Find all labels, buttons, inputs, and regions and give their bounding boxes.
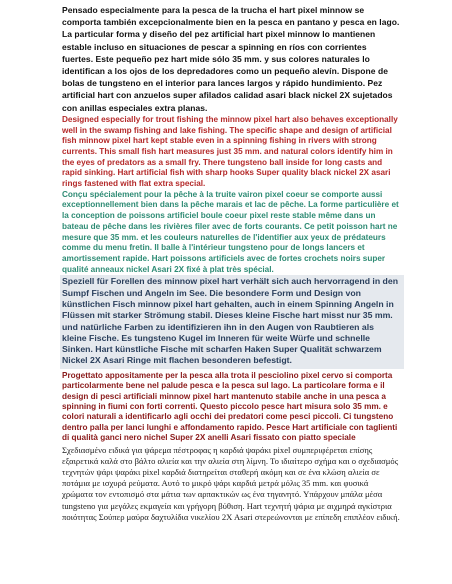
paragraph-spanish: Pensado especialmente para la pesca de la trucha el hart pixel minnow se comporta también excepcionalmente bien en la pesca en pantano y pesca en lago. La particular forma y diseño del pez artificial hart pixel minnow lo mantienen estable incluso en situaciones de pescar a spinning en ríos con corrientes fuertes. Este pequeño pez hart mide sólo 35 mm. y sus colores naturales lo identifican a los ojos de los depredadores como un pequeño alevín. Dispone de bolas de tungsteno en el interior para lances largos y rápido hundimiento. Pez artificial hart con anzuelos super afilados calidad asari black nickel 2X sujetados con anillas especiales extra planas. — [62, 5, 400, 113]
paragraph-greek: Σχεδιασμένο ειδικά για ψάρεμα πέστροφας η καρδιά ψαράκι pixel συμπεριφέρεται επίσης εξαιρετικά καλά στο βάλτο αλιεία και την αλιεία στη λίμνη. Το ιδιαίτερο σχήμα και ο σχεδιασμός τεχνητών ψάρι ψαράκι pixel καρδιά διατηρείται σταθερή ακόμη και σε ένα κλώση αλιεία σε ποτάμια με ισχυρά ρεύματα. Αυτό το μικρό ψάρι καρδιά μετρά μόλις 35 mm. και φυσικά χρώματα τον εντοπισμό στα μάτια των αρπακτικών ως ένα τηγανητό. Υπάρχουν μπάλα μέσα tungsteno για μεγάλες εκμαγεία και γρήγορη βύθιση. Hart τεχνητή ψάρια με αιχμηρά αγκίστρια ποιότητας Σούπερ μαύρα δαχτυλίδια νικελίου 2X Asari στερεώνονται με επίπεδη επιπλέον ειδική. — [62, 444, 400, 522]
paragraph-italian: Progettato appositamente per la pesca alla trota il pesciolino pixel cervo si comporta particolarmente bene nel palude pesca e la pesca sul lago. La particolare forma e il design di pesci artificiali minnow pixel hart mantenuto stabile anche in una pesca a spinning in fiumi con forti correnti. Questo piccolo pesce hart misura solo 35 mm. e colori naturali a identificarlo agli occhi dei predatori come pesci piccoli. Ci tungsteno dentro palla per lanci lunghi e affondamento rapido. Pesce Hart artificiale con taglienti di qualità ganci nero nichel Super 2X anelli Asari fissato con piatto speciale — [62, 370, 398, 443]
product-description-document — [62, 4, 400, 523]
paragraph-french: Conçu spécialement pour la pêche à la truite vairon pixel coeur se comporte aussi exceptionnellement bien dans la pêche marais et lac de pêche. La forme particulière et la conception de poissons artificiel boule coeur pixel reste stable même dans un bateau de pêche dans les rivières filer avec de forts courants. Ce petit poisson hart ne mesure que 35 mm. et les couleurs naturelles de l'identifier aux yeux de prédateurs comme du menu fretin. Il balle à l'intérieur tungsteno pour de longs lancers et amortissement rapide. Hart poissons artificiels avec de fortes crochets noirs super qualité anneaux nickel Asari 2X fixé à plat très spécial. — [62, 189, 399, 274]
paragraph-english: Designed especially for trout fishing the minnow pixel hart also behaves exceptionally well in the swamp fishing and lake fishing. The specific shape and design of artificial fish minnow pixel hart kept stable even in a spinning fishing in rivers with strong currents. This small fish hart measures just 35 mm. and natural colors identify him in the eyes of predators as a small fry. There tungsteno ball inside for long casts and rapid sinking. Hart artificial fish with sharp hooks Super quality black nickel 2X asari rings fastened with flat extra special. — [62, 114, 398, 189]
paragraph-german: Speziell für Forellen des minnow pixel hart verhält sich auch hervorragend in den Sumpf Fischen und Angeln im See. Die besondere Form und Design von künstlichen Fisch minnow pixel hart gehalten, auch in einem Spinning Angeln in Flüssen mit starker Strömung stabil. Dieses kleine Fische hart misst nur 35 mm. und natürliche Farben zu identifizieren ihn in den Augen von Raubtieren als kleine Fische. Es tungsteno Kugel im Inneren für weite Würfe und schnelle Sinken. Hart künstliche Fische mit scharfen Haken Super Qualität schwarzem Nickel 2X Asari Ringe mit flachen besonderen befestigt. — [62, 276, 398, 366]
paragraph-german-highlight — [60, 275, 404, 368]
